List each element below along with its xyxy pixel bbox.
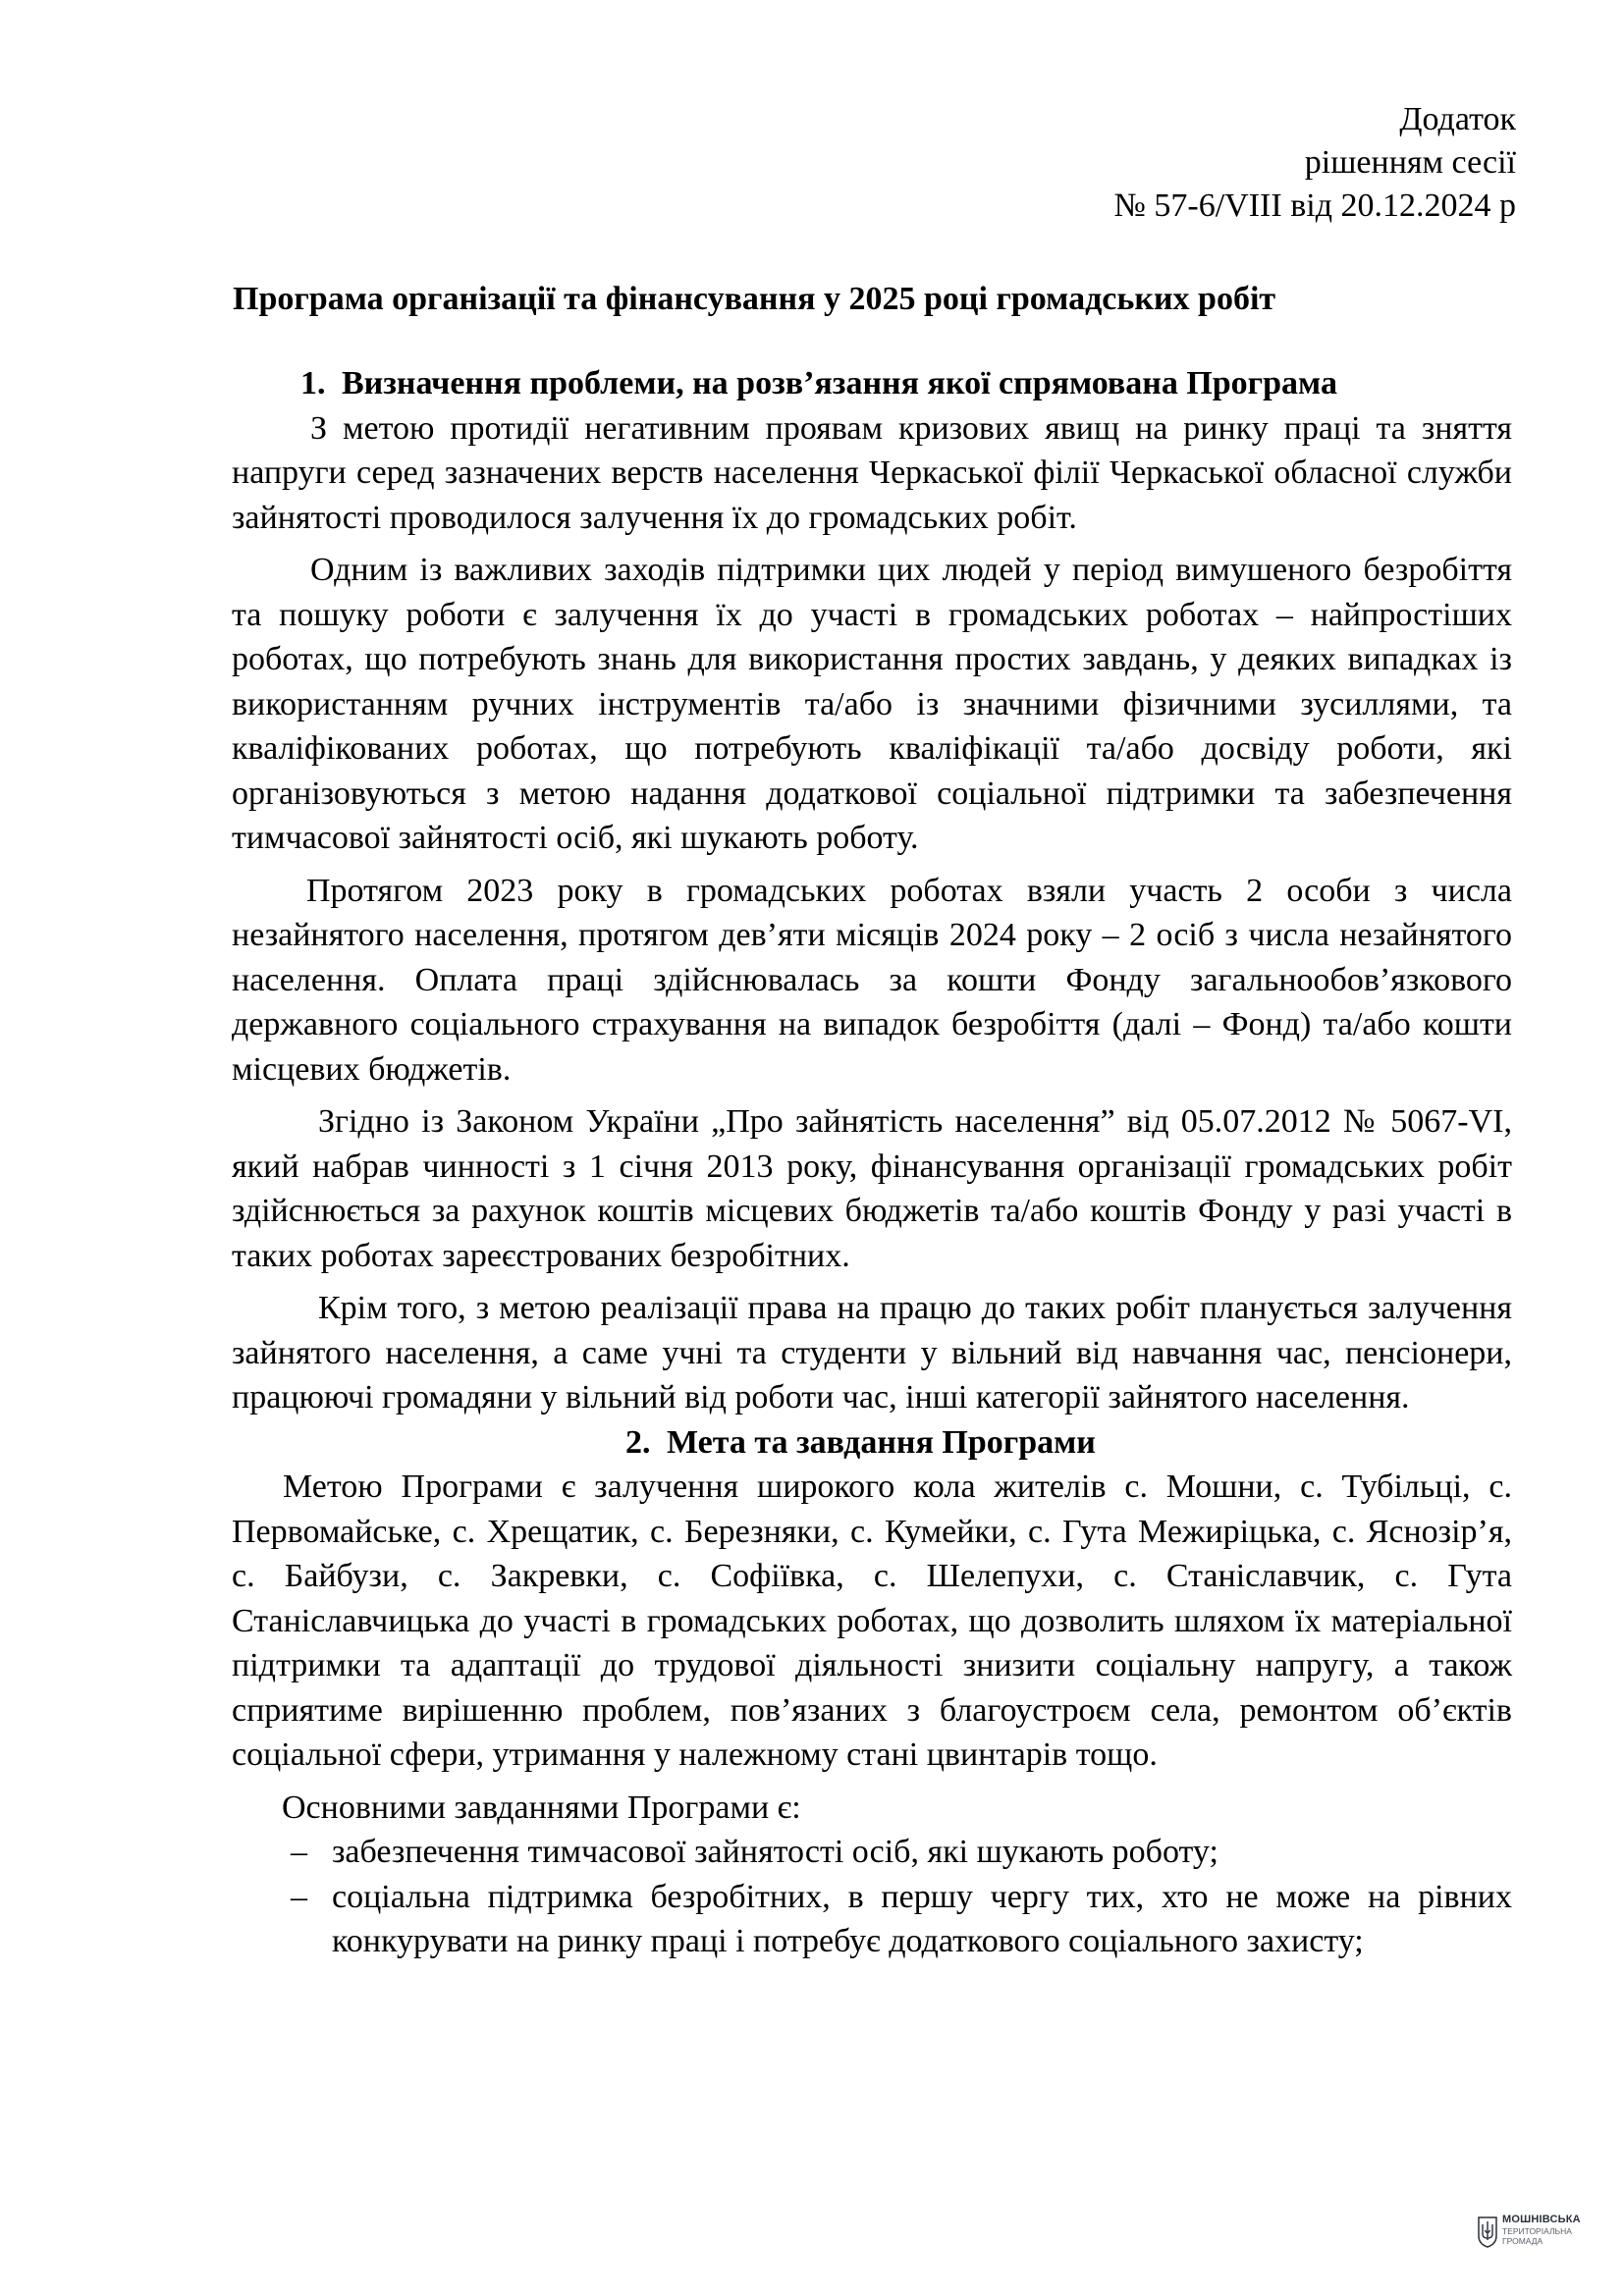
appendix-header (1113, 98, 1516, 228)
bullet-marker: – (291, 1878, 307, 1915)
section-1-paragraph: З метою протидії негативним проявам кризових явищ на ринку праці та зняття напруги серед зазначених верств населення Черкаської філії Черкаської обласної служби зайнятості проводилося залучення їх до громадських робіт. (232, 409, 1512, 536)
community-logo (1478, 2215, 1586, 2266)
section-2-heading (232, 1420, 1512, 1466)
section-2-number: 2. (625, 1423, 651, 1461)
community-logo-text (1502, 2215, 1581, 2245)
appendix-decision-number: № 57-6/VIII від 20.12.2024 р (1113, 187, 1516, 224)
logo-line-1: МОШНІВСЬКА (1502, 2214, 1581, 2225)
list-item-text: забезпечення тимчасової зайнятості осіб, які шукають роботу; (332, 1834, 1218, 1870)
trident-crest-icon (1478, 2216, 1497, 2248)
appendix-decision-label: рішенням сесії (1304, 144, 1516, 181)
section-1-heading (232, 361, 1512, 406)
section-1-number: 1. (300, 365, 326, 401)
list-item (232, 1830, 1512, 1875)
tasks-list (232, 1830, 1512, 1964)
section-1-title: Визначення проблеми, на розв’язання якої спрямована Програма (342, 365, 1337, 401)
appendix-label: Додаток (1399, 101, 1516, 137)
list-item (232, 1875, 1512, 1964)
section-2-title: Мета та завдання Програми (667, 1423, 1096, 1461)
document-title: Програма організації та фінансування у 2025 році громадських робіт (233, 281, 1276, 317)
bullet-marker: – (291, 1834, 307, 1870)
section-2-paragraph: Метою Програми є залучення широкого кола жителів с. Мошни, с. Тубільці, с. Первомайське, с. Хрещатик, с. Березняки, с. Кумейки, с. Гута Межиріцька, с. Яснозір’я, с. Байбузи, с. Закревки, с. Софіївка, с. Шелепухи, с. Станіславчик, с. Гута Станіславчицька до участі в громадських роботах, що дозволить шляхом їх матеріальної підтримки та адаптації до трудової діяльності знизити соціальну напругу, а також сприятиме вирішенню проблем, пов’язаних з благоустроєм села, ремонтом об’єктів соціальної сфери, утримання у належному стані цвинтарів тощо. (232, 1468, 1512, 1773)
section-1-paragraph: Протягом 2023 року в громадських роботах взяли участь 2 особи з числа незайнятого населення, протягом дев’яти місяців 2024 року – 2 осіб з числа незайнятого населення. Оплата праці здійснювалась за кошти Фонду загальнообов’язкового державного соціального страхування на випадок безробіття (далі – Фонд) та/або кошти місцевих бюджетів. (232, 872, 1512, 1088)
list-item-text: соціальна підтримка безробітних, в першу чергу тих, хто не може на рівних конкурувати на ринку праці і потребує додаткового соціального захисту; (332, 1878, 1512, 1959)
document-body (232, 361, 1512, 1964)
section-1-paragraph: Згідно із Законом України „Про зайнятість населення” від 05.07.2012 № 5067-VI, який набрав чинності з 1 січня 2013 року, фінансування організації громадських робіт здійснюється за рахунок коштів місцевих бюджетів та/або коштів Фонду у разі участі в таких роботах зареєстрованих безробітних. (232, 1103, 1512, 1274)
section-2-paragraph: Основними завданнями Програми є: (282, 1789, 801, 1826)
logo-line-3: ГРОМАДА (1502, 2235, 1543, 2246)
section-1-paragraph: Одним із важливих заходів підтримки цих людей у період вимушеного безробіття та пошуку роботи є залучення їх до участі в громадських роботах – найпростіших роботах, що потребують знань для використання простих завдань, у деяких випадках із використанням ручних інструментів та/або із значними фізичними зусиллями, та кваліфікованих роботах, що потребують кваліфікації та/або досвіду роботи, які організовуються з метою надання додаткової соціальної підтримки та забезпечення тимчасової зайнятості осіб, які шукають роботу. (232, 552, 1512, 856)
section-1-paragraph: Крім того, з метою реалізації права на працю до таких робіт планується залучення зайнятого населення, а саме учні та студенти у вільний від навчання час, пенсіонери, працюючі громадяни у вільний від роботи час, інші категорії зайнятого населення. (232, 1290, 1512, 1415)
logo-line-2: ТЕРИТОРІАЛЬНА (1502, 2226, 1572, 2236)
